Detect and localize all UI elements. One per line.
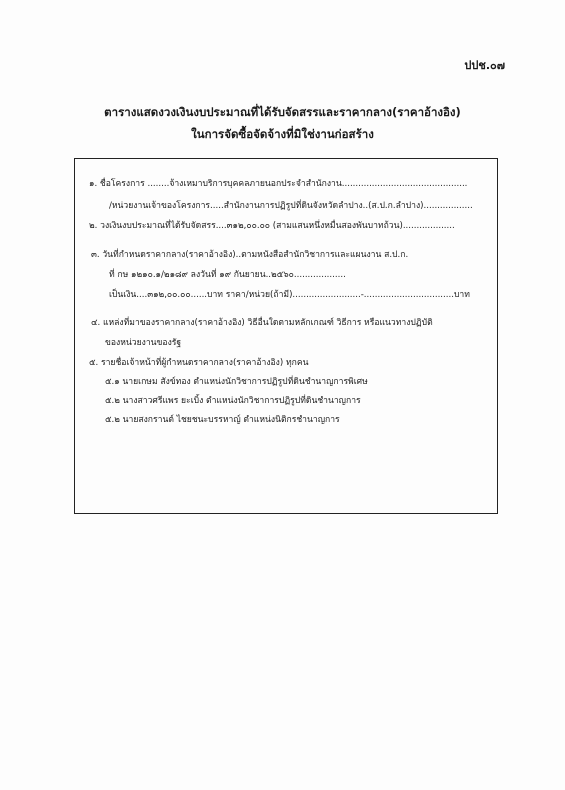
officer-row: ๕.๒ นางสาวศรีแพร ยะเบิ้ง ตำแหน่งนักวิชาการปฏิรูปที่ดินชำนาญการ bbox=[105, 396, 361, 406]
title-line-1: ตารางแสดงวงเงินงบประมาณที่ได้รับจัดสรรและราคากลาง(ราคาอ้างอิง) bbox=[104, 105, 461, 119]
agency-line: /หน่วยงานเจ้าของโครงการ.....สำนักงานการปฏิรูปที่ดินจังหวัดลำปาง..(ส.ป.ก.ลำปาง).................. bbox=[109, 201, 473, 211]
budget-line: ๒. วงเงินงบประมาณที่ได้รับจัดสรร....๓๑๒,๐๐.๐๐ (สามแสนหนึ่งหมื่นสองพันบาทถ้วน)................... bbox=[89, 221, 455, 231]
officers-heading: ๕. รายชื่อเจ้าหน้าที่ผู้กำหนดราคากลาง(ราคาอ้างอิง) ทุกคน bbox=[89, 358, 309, 368]
amount-line: เป็นเงิน....๓๑๒,๐๐.๐๐......บาท ราคา/หน่วย(ถ้ามี).........................-.................................บาท bbox=[109, 290, 470, 300]
project-name-line: ๑. ชื่อโครงการ ........จ้างเหมาบริการบุคคลภายนอกประจำสำนักงาน.............................................. bbox=[89, 179, 468, 189]
title-line-2: ในการจัดซื้อจัดจ้างที่มิใช่งานก่อสร้าง bbox=[191, 127, 374, 141]
officer-row: ๕.๒ นายสงกรานต์ ไชยชนะบรรหาญ์ ตำแหน่งนิติกรชำนาญการ bbox=[105, 415, 340, 425]
officer-row: ๕.๑ นายเกษม สังข์ทอง ตำแหน่งนักวิชาการปฏิรูปที่ดินชำนาญการพิเศษ bbox=[105, 377, 368, 387]
letter-ref-line: ที่ กษ ๑๒๑๐.๑/๒๑๘๙ ลงวันที่ ๑๙ กันยายน..๒๕๖๐................... bbox=[109, 270, 346, 280]
price-source-line: ๔. แหล่งที่มาของราคากลาง(ราคาอ้างอิง) วิธีอื่นใดตามหลักเกณฑ์ วิธีการ หรือแนวทางปฏิบัติ bbox=[91, 318, 433, 328]
price-source-line-2: ของหน่วยงานของรัฐ bbox=[105, 338, 182, 348]
info-box bbox=[74, 158, 498, 514]
price-date-line: ๓. วันที่กำหนดราคากลาง(ราคาอ้างอิง)..ตามหนังสือสำนักวิชาการและแผนงาน ส.ป.ก. bbox=[91, 250, 409, 260]
document-code: ปปช.๐๗ bbox=[464, 59, 505, 72]
